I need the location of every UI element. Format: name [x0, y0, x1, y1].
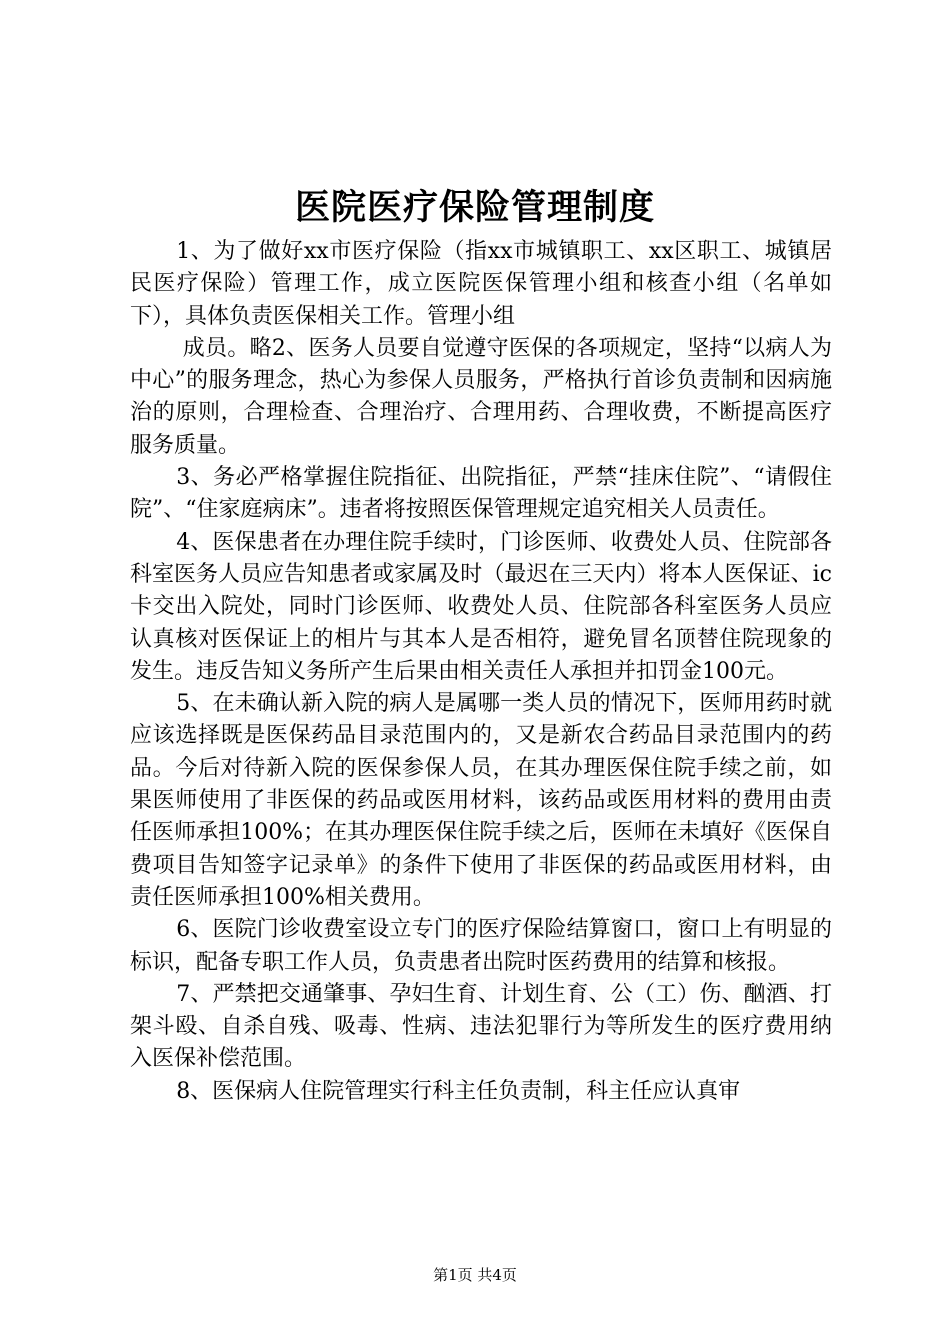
paragraph-3: 3、务必严格掌握住院指征、出院指征，严禁“挂床住院”、“请假住院”、“住家庭病床”。违者将按照医保管理规定追究相关人员责任。 — [130, 465, 832, 523]
paragraph-4: 4、医保患者在办理住院手续时，门诊医师、收费处人员、住院部各科室医务人员应告知患者或家属及时（最迟在三天内）将本人医保证、ic卡交出入院处，同时门诊医师、收费处人员、住院部各科室医务人员应认真核对医保证上的相片与其本人是否相符，避免冒名顶替住院现象的发生。违反告知义务所产生后果由相关责任人承担并扣罚金100元。 — [130, 529, 832, 684]
page-title: 医院医疗保险管理制度 — [294, 187, 655, 228]
paragraph-5: 5、在未确认新入院的病人是属哪一类人员的情况下，医师用药时就应该选择既是医保药品目录范围内的，又是新农合药品目录范围内的药品。今后对待新入院的医保参保人员，在其办理医保住院手续之前，如果医师使用了非医保的药品或医用材料，该药品或医用材料的费用由责任医师承担100%；在其办理医保住院手续之后，医师在未填好《医保自费项目告知签字记录单》的条件下使用了非医保的药品或医用材料，由责任医师承担100%相关费用。 — [130, 691, 832, 910]
paragraph-6: 6、医院门诊收费室设立专门的医疗保险结算窗口，窗口上有明显的标识，配备专职工作人员，负责患者出院时医药费用的结算和核报。 — [130, 917, 832, 975]
document-body — [130, 236, 832, 1108]
paragraph-1: 1、为了做好xx市医疗保险（指xx市城镇职工、xx区职工、城镇居民医疗保险）管理工作，成立医院医保管理小组和核查小组（名单如下），具体负责医保相关工作。管理小组 — [130, 239, 832, 329]
paragraph-7: 7、严禁把交通肇事、孕妇生育、计划生育、公（工）伤、酗酒、打架斗殴、自杀自残、吸毒、性病、违法犯罪行为等所发生的医疗费用纳入医保补偿范围。 — [130, 981, 832, 1072]
paragraph-8: 8、医保病人住院管理实行科主任负责制，科主任应认真审 — [176, 1078, 741, 1104]
paragraph-2: 成员。略2、医务人员要自觉遵守医保的各项规定，坚持“以病人为中心”的服务理念，热心为参保人员服务，严格执行首诊负责制和因病施治的原则，合理检查、合理治疗、合理用药、合理收费，不断提高医疗服务质量。 — [130, 335, 832, 458]
page-number-footer: 第1页 共4页 — [433, 1266, 517, 1284]
